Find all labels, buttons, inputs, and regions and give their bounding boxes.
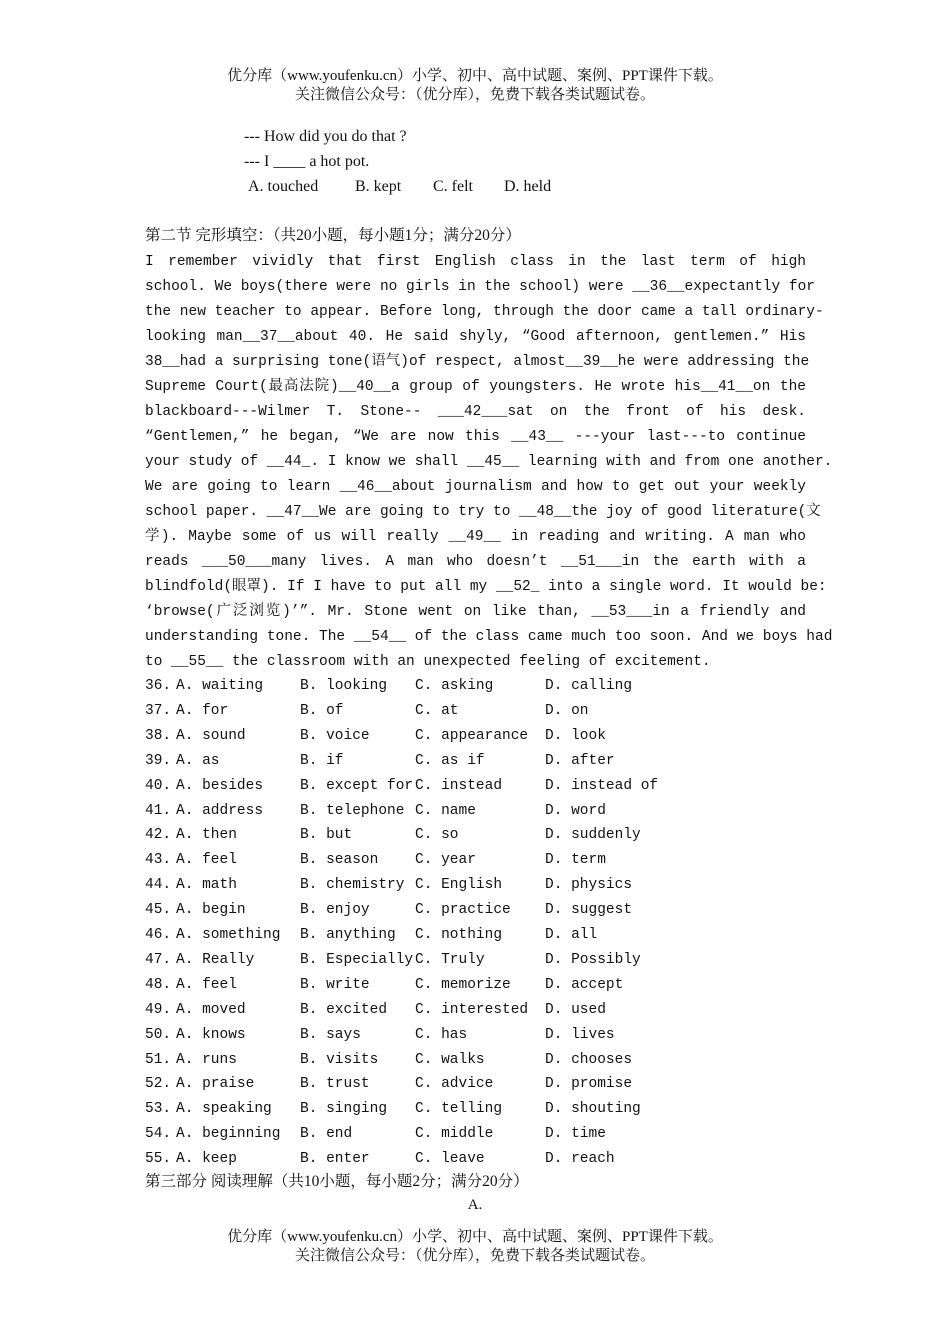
option-c: C. at xyxy=(415,702,459,719)
option-c: C. telling xyxy=(415,1101,503,1118)
question-number: 37. xyxy=(145,702,172,719)
option-d: D. used xyxy=(545,1001,606,1018)
option-d: D. shouting xyxy=(545,1101,641,1118)
dialogue-options xyxy=(248,174,551,199)
passage-line: reads ___50___many lives. A man who doesn’t __51___in the earth with a xyxy=(145,554,806,570)
option-d: D. chooses xyxy=(545,1051,633,1068)
option-b: B. voice xyxy=(300,727,370,744)
option-b: B. says xyxy=(300,1026,361,1043)
question-number: 52. xyxy=(145,1076,172,1093)
option-c: C. so xyxy=(415,827,459,844)
option-d: D. on xyxy=(545,702,589,719)
option-b: B. trust xyxy=(300,1076,370,1093)
option-c: C. Truly xyxy=(415,951,485,968)
option-c: C. felt xyxy=(433,178,473,195)
option-b: B. if xyxy=(300,752,344,769)
option-d: D. lives xyxy=(545,1026,615,1043)
option-a: A. for xyxy=(176,702,229,719)
option-b: B. but xyxy=(300,827,353,844)
option-a: A. touched xyxy=(248,178,319,195)
option-b: B. singing xyxy=(300,1101,388,1118)
option-c: C. year xyxy=(415,852,476,869)
option-c: C. name xyxy=(415,802,476,819)
option-b: B. chemistry xyxy=(300,877,405,894)
option-b: B. of xyxy=(300,702,344,719)
passage-line: 38__had a surprising tone(语气)of respect, almost__39__he were addressing the xyxy=(145,354,810,370)
option-b: B. except for xyxy=(300,777,414,794)
option-c: C. interested xyxy=(415,1001,529,1018)
option-d: D. accept xyxy=(545,976,624,993)
question-number: 36. xyxy=(145,678,172,694)
question-number: 53. xyxy=(145,1101,172,1118)
option-a: A. besides xyxy=(176,777,264,794)
option-c: C. has xyxy=(415,1026,468,1043)
passage-line: the new teacher to appear. Before long, through the door came a tall ordinary- xyxy=(145,304,824,320)
option-b: B. Especially xyxy=(300,951,414,968)
question-number: 38. xyxy=(145,727,172,744)
option-c: C. instead xyxy=(415,777,503,794)
option-a: A. waiting xyxy=(176,678,264,694)
question-number: 42. xyxy=(145,827,172,844)
page-header xyxy=(0,67,950,105)
question-number: 41. xyxy=(145,802,172,819)
option-a: A. then xyxy=(176,827,237,844)
option-c: C. English xyxy=(415,877,503,894)
option-c: C. as if xyxy=(415,752,485,769)
question-number: 46. xyxy=(145,927,172,943)
question-number: 50. xyxy=(145,1026,172,1043)
option-b: B. end xyxy=(300,1126,353,1143)
option-b: B. visits xyxy=(300,1051,379,1068)
dialogue-line-1: --- How did you do that ? xyxy=(244,128,407,145)
passage-a-label: A. xyxy=(467,1197,483,1213)
option-b: B. anything xyxy=(300,927,396,943)
option-c: C. middle xyxy=(415,1126,494,1143)
passage-line: understanding tone. The __54__ of the class came much too soon. And we boys had xyxy=(145,629,833,645)
option-a: A. Really xyxy=(176,951,255,968)
question-number: 47. xyxy=(145,951,172,968)
option-a: A. knows xyxy=(176,1026,246,1043)
option-a: A. praise xyxy=(176,1076,255,1093)
option-b: B. looking xyxy=(300,678,388,694)
option-d: D. held xyxy=(504,178,552,195)
option-d: D. word xyxy=(545,802,606,819)
option-b: B. telephone xyxy=(300,802,405,819)
option-a: A. feel xyxy=(176,852,237,869)
option-a: A. address xyxy=(176,802,264,819)
option-a: A. math xyxy=(176,877,237,894)
option-b: B. kept xyxy=(355,178,402,195)
passage-line: school paper. __47__We are going to try to __48__the joy of good literature(文 xyxy=(145,504,821,520)
passage-line: ‘browse(广泛浏览)’”. Mr. Stone went on like than, __53___in a friendly and xyxy=(145,604,806,620)
option-d: D. instead of xyxy=(545,777,659,794)
option-a: A. beginning xyxy=(176,1126,281,1143)
passage-line: blindfold(眼罩). If I have to put all my __52_ into a single word. It would be: xyxy=(145,579,827,595)
footer-line-1: 优分库（www.youfenku.cn）小学、初中、高中试题、案例、PPT课件下载。 xyxy=(227,1229,723,1245)
passage-line: school. We boys(there were no girls in the school) were __36__expectantly for xyxy=(145,279,816,295)
option-d: D. suggest xyxy=(545,902,633,919)
option-a: A. sound xyxy=(176,727,246,744)
option-a: A. begin xyxy=(176,902,246,919)
option-c: C. advice xyxy=(415,1076,494,1093)
header-line-2: 关注微信公众号：（优分库），免费下载各类试题试卷。 xyxy=(294,87,655,103)
option-c: C. memorize xyxy=(415,976,511,993)
option-d: D. reach xyxy=(545,1151,615,1168)
option-c: C. appearance xyxy=(415,727,529,744)
question-number: 39. xyxy=(145,752,172,769)
option-a: A. runs xyxy=(176,1051,237,1068)
option-c: C. leave xyxy=(415,1151,485,1168)
question-number: 49. xyxy=(145,1001,172,1018)
option-d: D. calling xyxy=(545,678,633,694)
passage-line: to __55__ the classroom with an unexpected feeling of excitement. xyxy=(145,654,711,670)
option-a: A. feel xyxy=(176,976,237,993)
option-a: A. as xyxy=(176,752,220,769)
passage-line: Supreme Court(最高法院)__40__a group of youngsters. He wrote his__41__on the xyxy=(145,379,806,395)
option-d: D. Possibly xyxy=(545,951,641,968)
option-a: A. keep xyxy=(176,1151,237,1168)
passage-line: “Gentlemen,” he began, “We are now this __43__ ---your last---to continue xyxy=(145,429,806,445)
option-b: B. excited xyxy=(300,1001,388,1018)
option-d: D. all xyxy=(545,927,598,943)
option-d: D. time xyxy=(545,1126,606,1143)
question-number: 44. xyxy=(145,877,172,894)
question-number: 48. xyxy=(145,976,172,993)
option-d: D. promise xyxy=(545,1076,633,1093)
option-d: D. suddenly xyxy=(545,827,641,844)
option-d: D. physics xyxy=(545,877,633,894)
option-c: C. nothing xyxy=(415,927,503,943)
option-d: D. term xyxy=(545,852,606,869)
footer-line-2: 关注微信公众号：（优分库），免费下载各类试题试卷。 xyxy=(294,1248,655,1264)
option-c: C. practice xyxy=(415,902,511,919)
option-d: D. after xyxy=(545,752,615,769)
option-c: C. walks xyxy=(415,1051,485,1068)
passage-line: blackboard---Wilmer T. Stone-- ___42___sat on the front of his desk. xyxy=(145,404,806,420)
passage-line: We are going to learn __46__about journalism and how to get out your weekly xyxy=(145,479,806,495)
page-footer xyxy=(0,1228,950,1266)
header-line-1: 优分库（www.youfenku.cn）小学、初中、高中试题、案例、PPT课件下载。 xyxy=(227,68,723,84)
option-b: B. write xyxy=(300,976,370,993)
question-number: 51. xyxy=(145,1051,172,1068)
question-number: 43. xyxy=(145,852,172,869)
passage-line: I remember vividly that first English class in the last term of high xyxy=(145,254,806,270)
passage-line: 学). Maybe some of us will really __49__ in reading and writing. A man who xyxy=(145,529,806,545)
option-b: B. enter xyxy=(300,1151,370,1168)
question-number: 45. xyxy=(145,902,172,919)
section3-title: 第三部分 阅读理解（共10小题，每小题2分；满分20分） xyxy=(145,1173,529,1190)
section2-title: 第二节 完形填空：（共20小题，每小题1分；满分20分） xyxy=(145,227,521,244)
dialogue-line-2: --- I ____ a hot pot. xyxy=(244,153,370,170)
question-number: 54. xyxy=(145,1126,172,1143)
option-b: B. season xyxy=(300,852,379,869)
option-a: A. something xyxy=(176,927,281,943)
question-number: 55. xyxy=(145,1151,172,1168)
passage-line: looking man__37__about 40. He said shyly, “Good afternoon, gentlemen.” His xyxy=(145,329,806,345)
question-number: 40. xyxy=(145,777,172,794)
option-d: D. look xyxy=(545,727,606,744)
passage-line: your study of __44_. I know we shall __45__ learning with and from one another. xyxy=(145,454,833,470)
option-a: A. moved xyxy=(176,1001,246,1018)
option-a: A. speaking xyxy=(176,1101,272,1118)
option-b: B. enjoy xyxy=(300,902,370,919)
option-c: C. asking xyxy=(415,678,494,694)
